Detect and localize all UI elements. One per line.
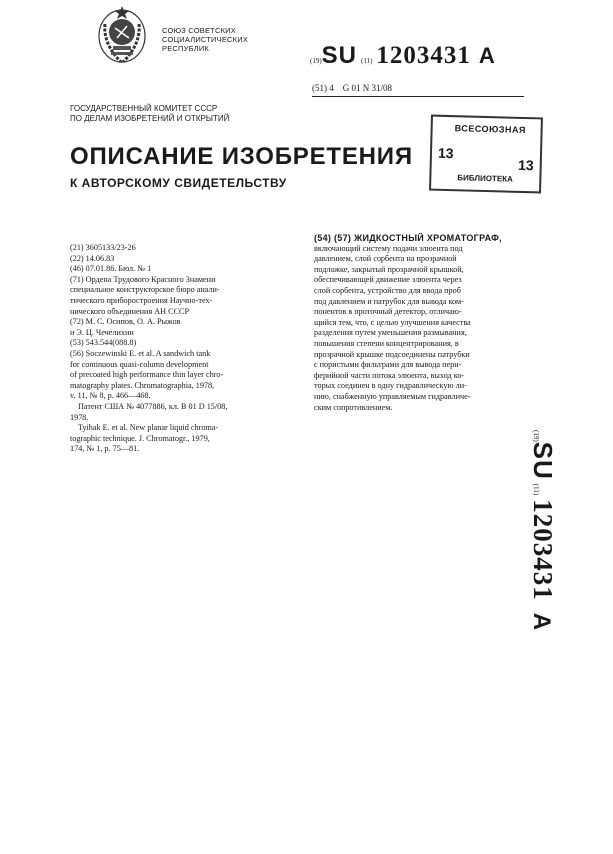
publication-number [310,42,495,70]
stamp-line: ВСЕСОЮЗНАЯ [454,123,527,136]
ipc-classification [312,83,392,93]
biblio-line: (21) 3605133/23-26 [70,243,136,252]
union-line: РЕСПУБЛИК [162,44,209,53]
abstract-line: понентов в проточный детектор, отличаю- [314,307,462,317]
biblio-line: специальное конструкторское бюро анали- [70,285,220,295]
divider [312,96,524,97]
biblio-line: 174, № 1, p. 75—81. [70,444,140,454]
code-11: (11) [361,57,373,65]
biblio-line: v. 11, № 8, p. 466—468. [70,391,151,401]
patent-number: 1203431 [528,499,558,601]
abstract [314,233,552,413]
patent-number: 1203431 [376,42,471,69]
side-publication-number [528,430,568,660]
abstract-line: торых соединен в одну гидравлическую ли- [314,381,467,391]
biblio-line: Tyihak E. et al. New planar liquid chroma- [78,423,219,433]
biblio-line: 1978. [70,412,89,422]
biblio-line: Патент США № 4077886, кл. B 01 D 15/08, [78,401,228,411]
union-name [162,26,248,53]
union-line: СОЮЗ СОВЕТСКИХ [162,26,236,35]
biblio-line: (71) Ордена Трудового Красного Знамени [70,274,216,284]
abstract-line: подложке, закрытый прозрачной крышкой, [314,264,464,274]
library-stamp [429,115,543,194]
ussr-emblem-icon [93,4,151,68]
biblio-line: (72) М. С. Осипов, О. А. Рыжов [70,317,181,327]
state-committee [70,104,229,124]
biblio-line: нического объединения АН СССР [70,306,190,316]
country-code: SU [528,441,558,480]
abstract-line: обеспечивающей движение элюента через [314,275,462,285]
biblio-line: (56) Soczewinski E. et al. A sandwich tank [70,348,211,358]
abstract-line: нию, снабженную управляемым гидравличе- [314,391,471,401]
biblio-line: tographic technique. J. Chromatogr., 1979, [70,433,210,443]
abstract-line: прозрачной крышке подсоединены патрубки [314,349,470,359]
abstract-line: ским сопротивлением. [314,402,393,412]
abstract-line: повышения степени концентрирования, в [314,338,459,348]
abstract-line: с пористыми фильтрами для вывода пери- [314,360,462,370]
abstract-line: под давлением и патрубок для вывода ком- [314,296,464,306]
code-19: (19) [532,430,540,442]
stamp-line: БИБЛИОТЕКА [457,173,513,184]
abstract-line: щийся тем, что, с целью улучшения качества [314,317,471,327]
biblio-line: matography plates. Chromatographia, 1978, [70,380,215,390]
committee-line: ГОСУДАРСТВЕННЫЙ КОМИТЕТ СССР [70,104,218,113]
code-19: (19) [310,57,322,65]
biblio-line: (53) 543.544(088.8) [70,338,137,348]
abstract-line: слой сорбента, устройство для ввода проб [314,285,461,295]
kind-code: A [528,612,555,631]
biblio-line: (22) 14.06.83 [70,253,115,263]
biblio-line: (46) 07.01.86. Бюл. № 1 [70,264,152,274]
biblio-line: и Э. Ц. Чечелихин [70,327,134,337]
abstract-line: включающий систему подачи элюента под [314,243,463,253]
code-11: (11) [532,483,540,496]
country-code: SU [321,42,358,69]
document-title: ОПИСАНИЕ ИЗОБРЕТЕНИЯ [70,143,413,170]
biblio-line: of precoated high performance thin layer chro- [70,370,224,380]
abstract-line: давлением, слой сорбента на прозрачной [314,254,457,264]
ipc-value: G 01 N 31/08 [342,83,392,93]
stamp-number: 13 [437,144,454,162]
biblio-line: тического приборостроения Научно-тех- [70,295,213,305]
abstract-line: разделения путем уменьшения размывания, [314,328,467,338]
kind-code: A [478,43,495,68]
biblio-line: for continuous quasi-column development [70,359,209,369]
document-subtitle: К АВТОРСКОМУ СВИДЕТЕЛЬСТВУ [70,176,287,190]
ipc-code: (51) 4 [312,83,334,93]
abstract-line: ферийной части потока элюента, выход ко- [314,370,465,380]
committee-line: ПО ДЕЛАМ ИЗОБРЕТЕНИЙ И ОТКРЫТИЙ [70,114,230,123]
abstract-heading: (54) (57) ЖИДКОСТНЫЙ ХРОМАТОГРАФ, [314,233,502,243]
union-line: СОЦИАЛИСТИЧЕСКИХ [162,35,249,44]
bibliographic-data [70,243,300,455]
stamp-number: 13 [517,156,534,174]
